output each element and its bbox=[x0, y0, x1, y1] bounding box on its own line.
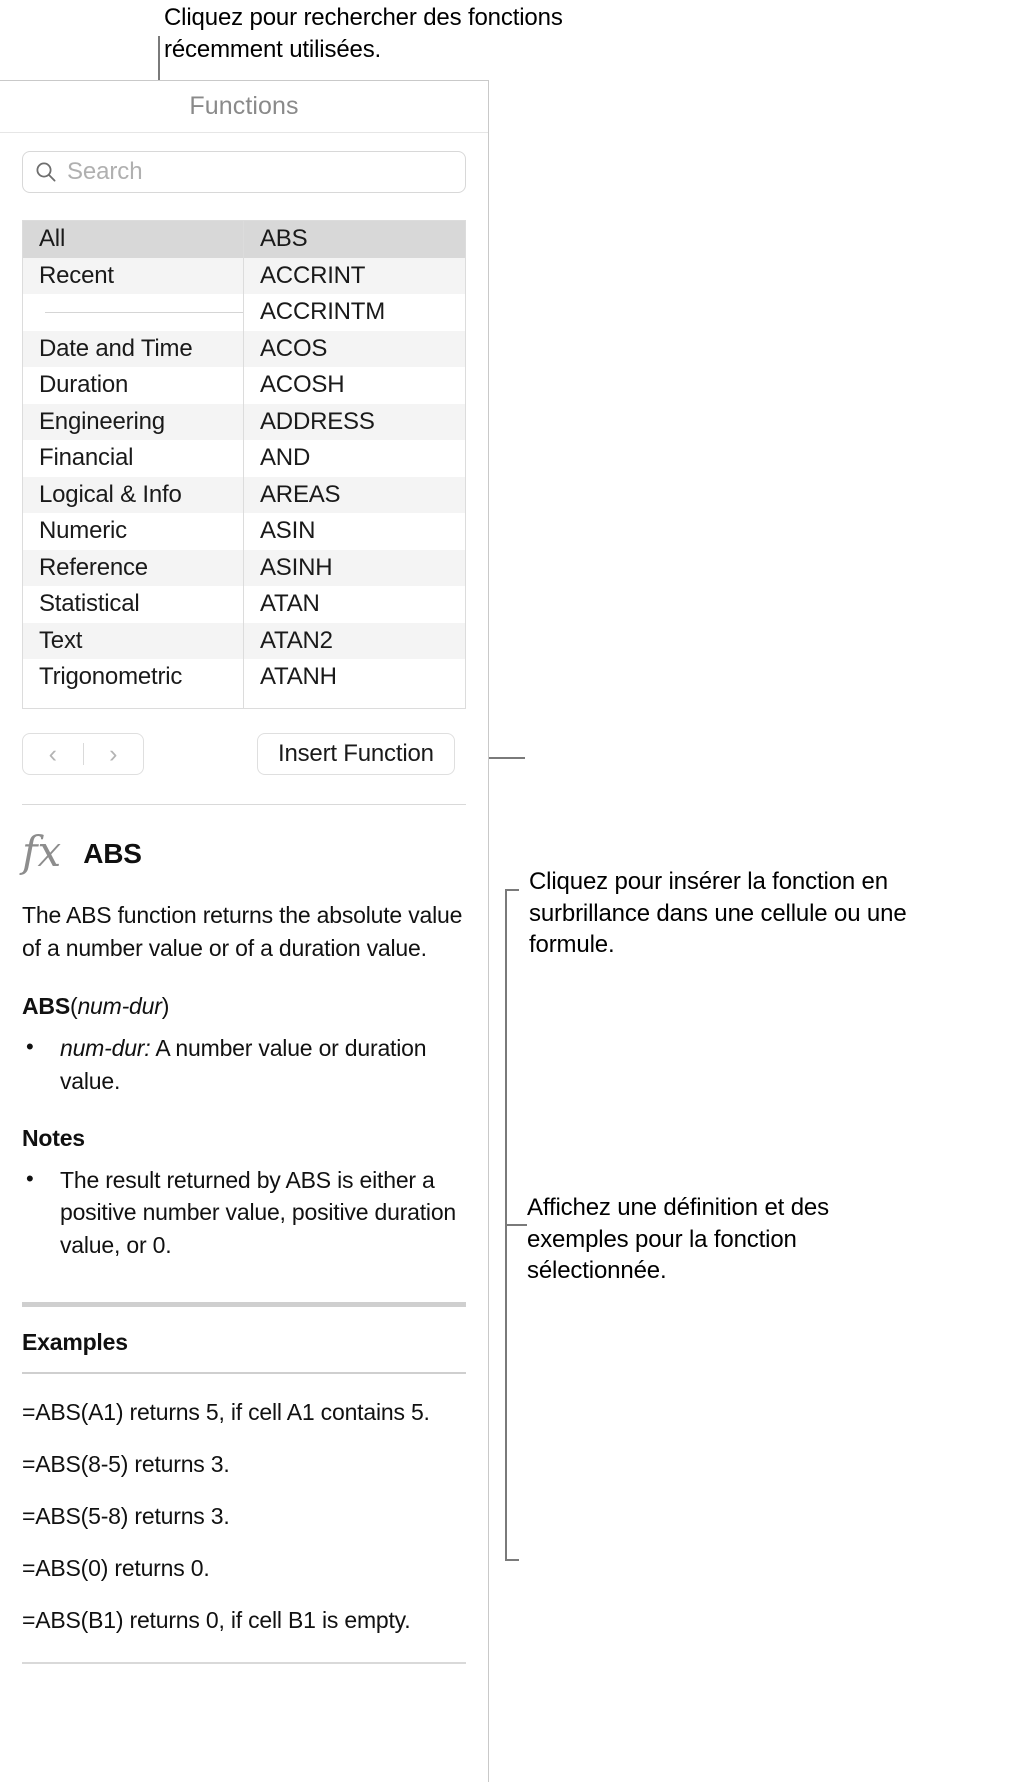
notes-list bbox=[22, 1164, 466, 1262]
list-item[interactable] bbox=[244, 477, 465, 514]
divider bbox=[22, 804, 466, 805]
list-item[interactable] bbox=[244, 367, 465, 404]
sidebar-item-duration[interactable] bbox=[23, 367, 243, 404]
signature-open-paren: ( bbox=[69, 993, 78, 1020]
callout-insert-function: Cliquez pour insérer la fonction en surbrillance dans une cellule ou une formule. bbox=[529, 868, 907, 959]
sidebar-item-all[interactable] bbox=[23, 221, 243, 258]
category-label: Duration bbox=[39, 371, 129, 399]
sidebar-item-logical-info[interactable] bbox=[23, 477, 243, 514]
list-item[interactable] bbox=[244, 513, 465, 550]
callout-leader-line-detail bbox=[505, 1224, 527, 1226]
function-label: ACOS bbox=[260, 334, 328, 362]
bottom-divider bbox=[22, 1662, 466, 1664]
function-browser bbox=[22, 220, 466, 709]
list-item[interactable] bbox=[244, 331, 465, 368]
signature-argument: num-dur bbox=[77, 993, 162, 1020]
action-row bbox=[22, 733, 466, 775]
function-label: ATANH bbox=[260, 663, 337, 691]
page-title: Functions bbox=[189, 92, 299, 120]
list-item[interactable] bbox=[244, 623, 465, 660]
sidebar-item-reference[interactable] bbox=[23, 550, 243, 587]
separator-line bbox=[45, 312, 243, 313]
parameter-list bbox=[22, 1032, 466, 1097]
list-item bbox=[22, 1032, 466, 1097]
signature-close-paren: ) bbox=[161, 993, 170, 1020]
function-description: The ABS function returns the absolute value of a number value or of a duration value. bbox=[22, 902, 463, 961]
sidebar-item-statistical[interactable] bbox=[23, 586, 243, 623]
parameter-term: num-dur: bbox=[60, 1035, 151, 1062]
category-label: All bbox=[39, 225, 66, 253]
function-label: ASINH bbox=[260, 553, 333, 581]
search-container bbox=[0, 133, 488, 193]
list-item: • The result returned by ABS is either a positive number value, positive duration value, or 0. bbox=[22, 1164, 466, 1262]
category-label: Reference bbox=[39, 553, 148, 581]
insert-function-button[interactable]: Insert Function bbox=[257, 733, 455, 775]
functions-panel bbox=[0, 80, 489, 1782]
category-label: Financial bbox=[39, 444, 134, 472]
function-label: ACCRINT bbox=[260, 261, 366, 289]
callout-recent-search: Cliquez pour rechercher des fonctions récemment utilisées. bbox=[164, 4, 563, 63]
nav-button-group[interactable] bbox=[22, 733, 144, 775]
function-signature bbox=[22, 993, 466, 1020]
function-label: ASIN bbox=[260, 517, 316, 545]
category-label: Logical & Info bbox=[39, 480, 182, 508]
function-label: ABS bbox=[260, 225, 308, 253]
callout-definition-examples: Affichez une définition et des exemples pour la fonction sélectionnée. bbox=[527, 1194, 829, 1285]
panel-titlebar bbox=[0, 81, 488, 133]
list-item[interactable] bbox=[244, 221, 465, 258]
fx-icon: fx bbox=[22, 827, 62, 876]
example-line: =ABS(A1) returns 5, if cell A1 contains 5. bbox=[22, 1398, 430, 1425]
search-placeholder: Search bbox=[67, 158, 143, 185]
category-label: Text bbox=[39, 626, 83, 654]
sidebar-item-financial[interactable] bbox=[23, 440, 243, 477]
function-label: AREAS bbox=[260, 480, 341, 508]
category-list[interactable] bbox=[23, 221, 244, 708]
example-line: =ABS(5-8) returns 3. bbox=[22, 1502, 230, 1529]
forward-button[interactable]: › bbox=[109, 739, 118, 768]
sidebar-item-recent[interactable] bbox=[23, 258, 243, 295]
function-label: ADDRESS bbox=[260, 407, 375, 435]
category-label: Trigonometric bbox=[39, 663, 183, 691]
notes-heading: Notes bbox=[22, 1124, 85, 1151]
sidebar-item-text[interactable] bbox=[23, 623, 243, 660]
function-label: ACCRINTM bbox=[260, 298, 386, 326]
category-label: Date and Time bbox=[39, 334, 193, 362]
signature-name: ABS bbox=[22, 993, 70, 1020]
function-detail bbox=[0, 827, 488, 1262]
function-header bbox=[22, 827, 466, 877]
list-item[interactable] bbox=[244, 586, 465, 623]
parameter-text: A number value or duration value. bbox=[60, 1035, 427, 1094]
sidebar-item-date-and-time[interactable] bbox=[23, 331, 243, 368]
function-list[interactable] bbox=[244, 221, 465, 708]
category-separator bbox=[23, 294, 243, 331]
list-item[interactable] bbox=[244, 550, 465, 587]
category-label: Statistical bbox=[39, 590, 140, 618]
sidebar-item-engineering[interactable] bbox=[23, 404, 243, 441]
function-label: ATAN bbox=[260, 590, 320, 618]
category-label: Numeric bbox=[39, 517, 127, 545]
function-label: ATAN2 bbox=[260, 626, 333, 654]
search-icon bbox=[35, 161, 57, 183]
search-input[interactable] bbox=[22, 151, 466, 193]
function-label: ACOSH bbox=[260, 371, 345, 399]
list-item[interactable] bbox=[244, 294, 465, 331]
category-label: Recent bbox=[39, 261, 114, 289]
function-label: AND bbox=[260, 444, 311, 472]
list-item[interactable] bbox=[244, 659, 465, 696]
examples-list bbox=[0, 1374, 488, 1634]
list-item[interactable] bbox=[244, 440, 465, 477]
list-item[interactable] bbox=[244, 404, 465, 441]
examples-heading: Examples bbox=[22, 1307, 466, 1374]
list-item[interactable] bbox=[244, 258, 465, 295]
back-button[interactable]: ‹ bbox=[48, 739, 57, 768]
example-line: =ABS(8-5) returns 3. bbox=[22, 1450, 230, 1477]
example-line: =ABS(B1) returns 0, if cell B1 is empty. bbox=[22, 1606, 411, 1633]
example-line: =ABS(0) returns 0. bbox=[22, 1554, 210, 1581]
category-label: Engineering bbox=[39, 407, 165, 435]
sidebar-item-trigonometric[interactable] bbox=[23, 659, 243, 696]
function-name: ABS bbox=[83, 838, 142, 869]
sidebar-item-numeric[interactable] bbox=[23, 513, 243, 550]
